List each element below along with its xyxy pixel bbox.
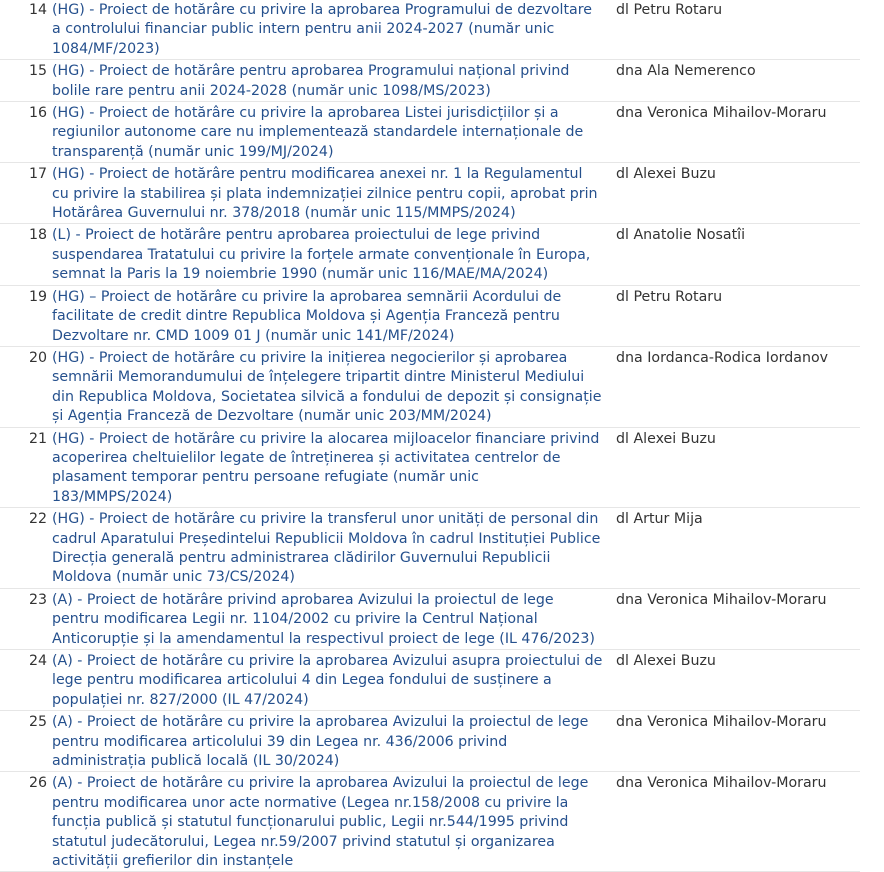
item-title-link[interactable]: (A) - Proiect de hotărâre privind aprobarea Avizului la proiectul de lege pentru modificarea Legii nr. 1104/2002 cu privire la Centrul Național Anticorupție și la amendamentul la respectivul proiect de lege (IL 476/2023) [52,591,595,647]
item-title-link[interactable]: (HG) - Proiect de hotărâre cu privire la alocarea mijloacelor financiare privind acoperirea cheltuielilor legate de întreținerea și activitatea centrelor de plasament temporar pentru persoane refugiate (număr unic 183/MMPS/2024) [52,430,600,505]
item-speaker: dna Veronica Mihailov-Moraru [609,711,860,772]
table-row [0,346,860,427]
table-row [0,0,860,60]
item-number: 14 [0,0,52,60]
item-number: 15 [0,60,52,102]
item-speaker: dl Alexei Buzu [609,427,860,508]
item-number: 16 [0,102,52,163]
item-speaker: dna Veronica Mihailov-Moraru [609,772,860,872]
item-title-cell [52,650,609,711]
table-row [0,285,860,346]
item-title-link[interactable]: (A) - Proiect de hotărâre cu privire la aprobarea Avizului la proiectul de lege pentru modificarea articolului 39 din Legea nr. 436/2006 privind administrația publică locală (IL 30/2024) [52,714,589,770]
table-row [0,772,860,872]
table-row [0,711,860,772]
item-title-cell [52,60,609,102]
item-title-link[interactable]: (HG) - Proiect de hotărâre cu privire la aprobarea Listei jurisdicțiilor și a regiunilor autonome care nu implementează standardele internaționale de transparență (număr unic 199/MJ/2024) [52,105,584,160]
item-title-cell [52,163,609,224]
item-title-cell [52,102,609,163]
item-speaker: dna Veronica Mihailov-Moraru [609,588,860,649]
table-row [0,508,860,589]
item-title-cell [52,0,609,60]
item-title-link[interactable]: (A) - Proiect de hotărâre cu privire la aprobarea Avizului la proiectul de lege pentru modificarea unor acte normative (Legea nr.158/2008 cu privire la funcția publică și statutul funcționarului public, Legii nr.544/1995 privind statutul judecătorului, Legea nr.59/2007 privind statutul și organizarea activității grefierilor din instanțele [52,775,589,870]
table-row [0,224,860,285]
item-title-cell [52,588,609,649]
item-speaker: dl Anatolie Nosatîi [609,224,860,285]
table-row [0,163,860,224]
item-title-link[interactable]: (L) - Proiect de hotărâre pentru aprobarea proiectului de lege privind suspendarea Tratatului cu privire la forțele armate convenționale în Europa, semnat la Paris la 19 noiembrie 1990 (număr unic 116/MAE/MA/2024) [52,227,591,283]
item-number: 24 [0,650,52,711]
item-number: 17 [0,163,52,224]
item-title-cell [52,346,609,427]
item-number: 19 [0,285,52,346]
item-title-link[interactable]: (HG) – Proiect de hotărâre cu privire la aprobarea semnării Acordului de facilitate de credit dintre Republica Moldova și Agenția Franceză pentru Dezvoltare nr. CMD 1009 01 J (număr unic 141/MF/2024) [52,288,562,344]
item-title-cell [52,285,609,346]
item-number: 22 [0,508,52,589]
item-title-cell [52,224,609,285]
item-speaker: dna Ala Nemerenco [609,60,860,102]
table-row [0,60,860,102]
item-title-link[interactable]: (HG) - Proiect de hotărâre cu privire la inițierea negocierilor și aprobarea semnării Memorandumului de înțelegere tripartit dintre Ministerul Mediului din Republica Moldova, Societatea silvică a fondului de depozit și consignație și Agenția Franceză de Dezvoltare (număr unic 203/MM/2024) [52,349,602,425]
item-title-link[interactable]: (HG) - Proiect de hotărâre pentru aprobarea Programului național privind bolile rare pentru anii 2024-2028 (număr unic 1098/MS/2023) [52,63,570,99]
item-speaker: dna Veronica Mihailov-Moraru [609,102,860,163]
table-row [0,102,860,163]
item-title-cell [52,427,609,508]
item-title-cell [52,711,609,772]
item-number: 25 [0,711,52,772]
item-title-link[interactable]: (HG) - Proiect de hotărâre pentru modificarea anexei nr. 1 la Regulamentul cu privire la stabilirea și plata indemnizației zilnice pentru copii, aprobat prin Hotărârea Guvernului nr. 378/2018 (număr unic 115/MMPS/2024) [52,166,598,222]
item-title-link[interactable]: (A) - Proiect de hotărâre cu privire la aprobarea Avizului asupra proiectului de lege pentru modificarea articolului 4 din Legea fondului de susținere a populației nr. 827/2000 (IL 47/2024) [52,653,603,708]
item-title-link[interactable]: (HG) - Proiect de hotărâre cu privire la aprobarea Programului de dezvoltare a controlului financiar public intern pentru anii 2024-2027 (număr unic 1084/MF/2023) [52,2,592,57]
item-number: 23 [0,588,52,649]
item-number: 26 [0,772,52,872]
item-number: 20 [0,346,52,427]
item-title-cell [52,772,609,872]
item-number: 21 [0,427,52,508]
table-row [0,588,860,649]
item-speaker: dl Petru Rotaru [609,285,860,346]
item-title-link[interactable]: (HG) - Proiect de hotărâre cu privire la transferul unor unități de personal din cadrul Aparatului Președintelui Republicii Moldova în cadrul Instituției Publice Direcția generală pentru administrarea clădirilor Guvernului Republicii Moldova (număr unic 73/CS/2024) [52,511,601,586]
item-speaker: dna Iordanca-Rodica Iordanov [609,346,860,427]
item-speaker: dl Alexei Buzu [609,163,860,224]
item-speaker: dl Artur Mija [609,508,860,589]
item-speaker: dl Petru Rotaru [609,0,860,60]
table-row [0,427,860,508]
table-row [0,650,860,711]
item-speaker: dl Alexei Buzu [609,650,860,711]
item-title-cell [52,508,609,589]
item-number: 18 [0,224,52,285]
